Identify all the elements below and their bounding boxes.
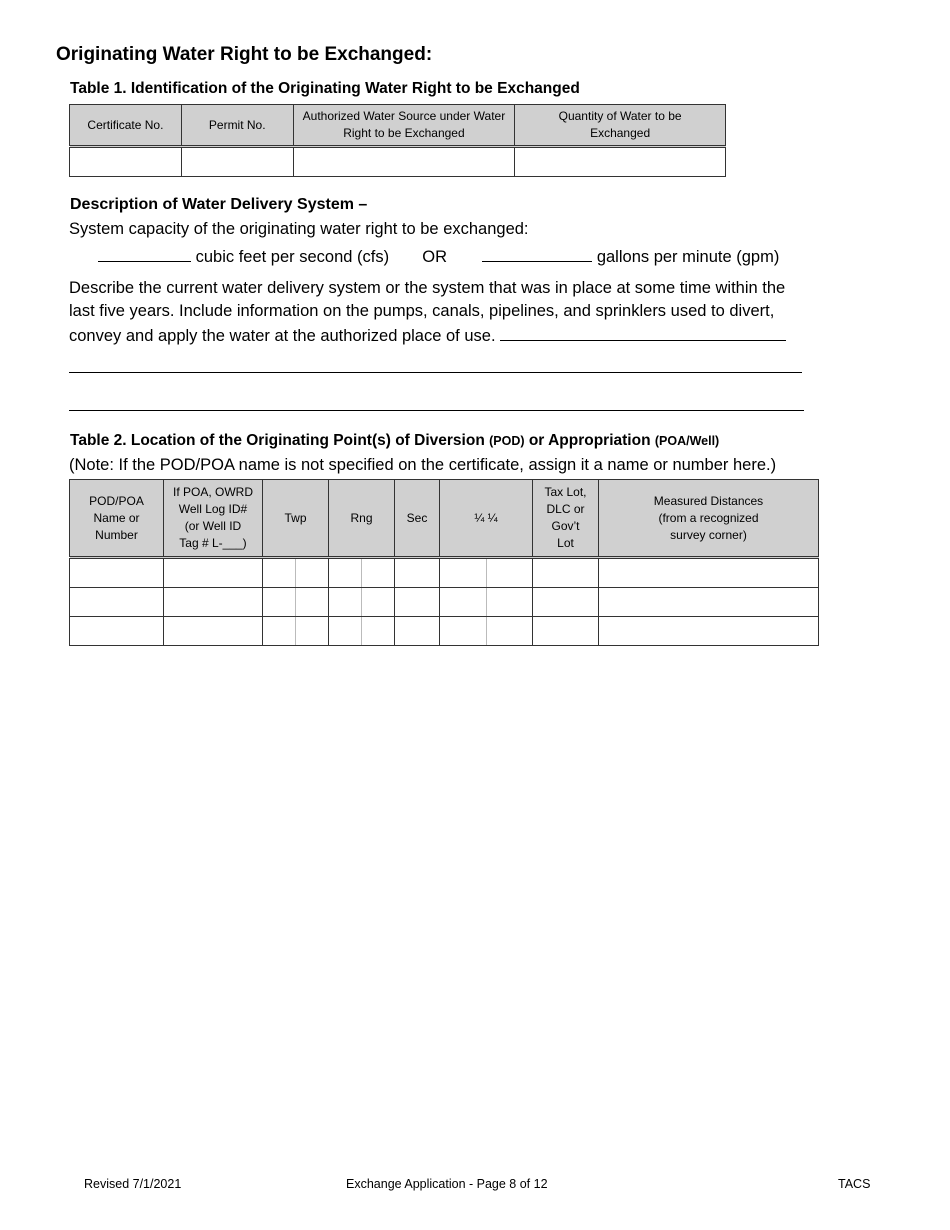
sec-cell[interactable] (395, 558, 440, 588)
table2-header-well: If POA, OWRD Well Log ID# (or Well ID Tag # L-___) (164, 480, 263, 558)
page-title: Originating Water Right to be Exchanged: (56, 44, 433, 65)
qq-cell-2[interactable] (487, 558, 533, 588)
capacity-label: System capacity of the originating water right to be exchanged: (69, 220, 529, 238)
footer-revised: Revised 7/1/2021 (84, 1177, 182, 1191)
table-row (70, 147, 726, 177)
qq-cell-2[interactable] (487, 617, 533, 646)
capacity-row (98, 244, 779, 269)
sec-cell[interactable] (395, 617, 440, 646)
table2 (69, 479, 819, 646)
table-row (70, 558, 819, 588)
distances-cell[interactable] (599, 617, 819, 646)
permit-no-cell[interactable] (181, 147, 293, 177)
describe-paragraph (69, 277, 786, 348)
rng-cell[interactable] (329, 558, 362, 588)
describe-line-3: convey and apply the water at the authorized place of use. (69, 323, 786, 348)
table2-note: (Note: If the POD/POA name is not specified on the certificate, assign it a name or number here.) (69, 456, 777, 474)
table2-header-twp: Twp (263, 480, 329, 558)
table-row (70, 588, 819, 617)
table1-header-permit: Permit No. (181, 105, 293, 147)
rng-dir-cell[interactable] (362, 617, 395, 646)
footer-page-number: Exchange Application - Page 8 of 12 (346, 1177, 548, 1191)
sec-cell[interactable] (395, 588, 440, 617)
or-label: OR (422, 248, 448, 266)
water-source-cell[interactable] (293, 147, 515, 177)
cfs-input-line[interactable] (98, 244, 191, 262)
describe-input-line[interactable] (500, 323, 786, 341)
table1-caption: Table 1. Identification of the Originating Water Right to be Exchanged (70, 80, 580, 97)
describe-input-line-2[interactable] (69, 372, 802, 373)
certificate-no-cell[interactable] (70, 147, 182, 177)
table2-header-rng: Rng (329, 480, 395, 558)
taxlot-cell[interactable] (533, 617, 599, 646)
table2-header-distances: Measured Distances (from a recognized survey corner) (599, 480, 819, 558)
twp-cell[interactable] (263, 617, 296, 646)
delivery-heading: Description of Water Delivery System – (70, 196, 368, 213)
table1-header-quantity: Quantity of Water to be Exchanged (515, 105, 726, 147)
twp-cell[interactable] (263, 558, 296, 588)
rng-dir-cell[interactable] (362, 588, 395, 617)
twp-dir-cell[interactable] (296, 617, 329, 646)
qq-cell-1[interactable] (440, 558, 487, 588)
distances-cell[interactable] (599, 588, 819, 617)
twp-dir-cell[interactable] (296, 558, 329, 588)
gpm-label: gallons per minute (gpm) (596, 248, 780, 266)
table2-header-name: POD/POA Name or Number (70, 480, 164, 558)
cfs-label: cubic feet per second (cfs) (195, 248, 390, 266)
table-row (70, 617, 819, 646)
table1-header-source: Authorized Water Source under Water Right to be Exchanged (293, 105, 515, 147)
name-cell[interactable] (70, 558, 164, 588)
table2-header-quarter-quarter: ¼ ¼ (440, 480, 533, 558)
qq-cell-1[interactable] (440, 617, 487, 646)
describe-line-2: last five years. Include information on the pumps, canals, pipelines, and sprinklers used to divert, (69, 302, 775, 320)
rng-cell[interactable] (329, 617, 362, 646)
taxlot-cell[interactable] (533, 588, 599, 617)
quantity-cell[interactable] (515, 147, 726, 177)
rng-cell[interactable] (329, 588, 362, 617)
name-cell[interactable] (70, 588, 164, 617)
qq-cell-2[interactable] (487, 588, 533, 617)
table1 (69, 104, 726, 177)
well-cell[interactable] (164, 617, 263, 646)
twp-cell[interactable] (263, 588, 296, 617)
rng-dir-cell[interactable] (362, 558, 395, 588)
qq-cell-1[interactable] (440, 588, 487, 617)
table2-header-taxlot: Tax Lot, DLC or Gov’t Lot (533, 480, 599, 558)
well-cell[interactable] (164, 588, 263, 617)
twp-dir-cell[interactable] (296, 588, 329, 617)
describe-line-1: Describe the current water delivery system or the system that was in place at some time within the (69, 279, 786, 297)
gpm-input-line[interactable] (482, 244, 592, 262)
footer-code: TACS (838, 1177, 871, 1191)
taxlot-cell[interactable] (533, 558, 599, 588)
name-cell[interactable] (70, 617, 164, 646)
table1-header-certificate: Certificate No. (70, 105, 182, 147)
table2-caption: Table 2. Location of the Originating Point(s) of Diversion (POD) or Appropriation (POA/Well) (70, 432, 720, 449)
well-cell[interactable] (164, 558, 263, 588)
describe-input-line-3[interactable] (69, 410, 804, 411)
table2-header-sec: Sec (395, 480, 440, 558)
distances-cell[interactable] (599, 558, 819, 588)
